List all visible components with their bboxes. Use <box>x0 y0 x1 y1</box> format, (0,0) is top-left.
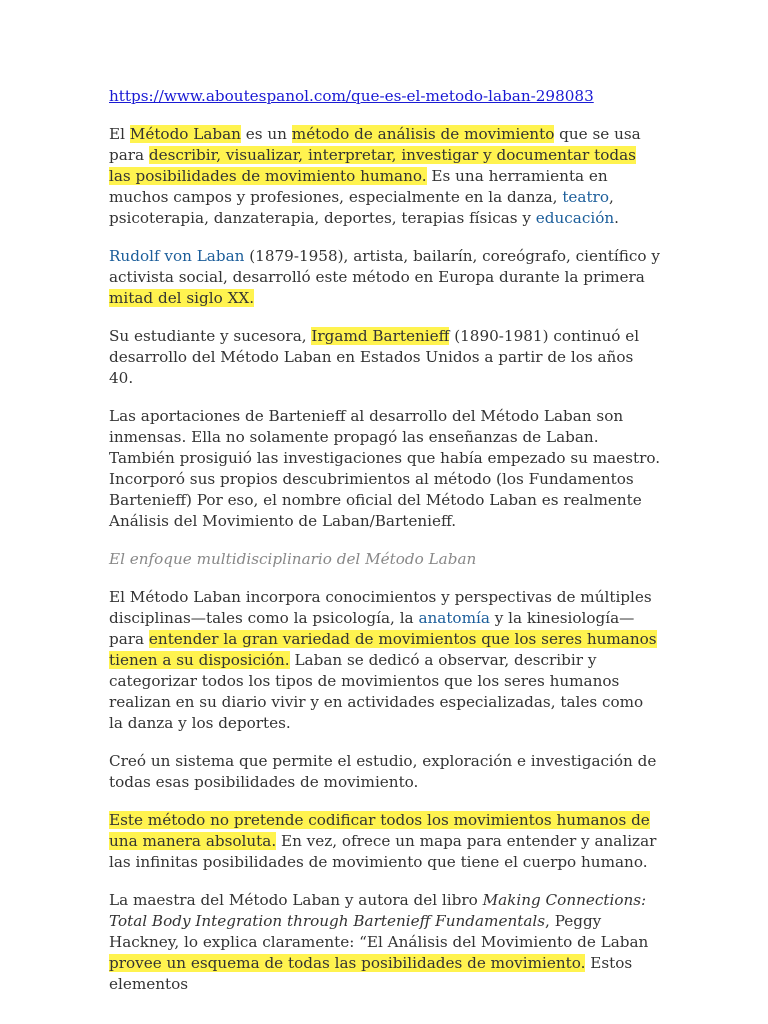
text: El Método Laban incorpora conocimientos y perspectivas de múltiples disciplinas—tales como la psicología, la <box>109 588 652 627</box>
text: Es una herramienta en muchos campos y profesiones, especialmente en la danza, <box>109 167 608 206</box>
text: , Peggy Hackney, lo explica claramente: “El Análisis del Movimiento de Laban <box>109 912 649 951</box>
paragraph-6 <box>109 751 661 793</box>
highlighted-text: Método Laban <box>129 125 241 143</box>
link-educacion[interactable]: educación <box>535 209 615 227</box>
text: (1890-1981) continuó el desarrollo del Método Laban en Estados Unidos a partir de los años 40. <box>109 327 640 387</box>
document-page <box>109 86 661 1012</box>
paragraph-1 <box>109 124 661 229</box>
text: y la kinesiología—para <box>109 609 635 648</box>
highlighted-text: Este método no pretende codificar todos los movimientos humanos de una manera absoluta. <box>109 811 650 850</box>
paragraph-3 <box>109 326 661 389</box>
paragraph-8 <box>109 890 661 995</box>
text: Creó un sistema que permite el estudio, exploración e investigación de todas esas posibilidades de movimiento. <box>109 752 657 791</box>
highlighted-text: Irgamd Bartenieff <box>311 327 450 345</box>
text: . <box>614 209 619 227</box>
highlighted-text: describir, visualizar, interpretar, investigar y documentar todas las posibilidades de movimiento humano. <box>109 146 636 185</box>
text: es un <box>240 125 292 143</box>
text: , psicoterapia, danzaterapia, deportes, terapias físicas y <box>109 188 614 227</box>
text: Laban se dedicó a observar, describir y categorizar todos los tipos de movimientos que los seres humanos realizan en su diario vivir y en actividades especializadas, tales como la danza y los deportes. <box>109 651 644 732</box>
link-anatomia[interactable]: anatomía <box>418 609 490 627</box>
text: Su estudiante y sucesora, <box>109 327 312 345</box>
link-rudolf-von-laban[interactable]: Rudolf von Laban <box>109 247 245 265</box>
text: (1879-1958), artista, bailarín, coreógrafo, científico y activista social, desarrolló este método en Europa durante la primera <box>109 247 660 286</box>
highlighted-text: método de análisis de movimiento <box>291 125 555 143</box>
section-subheading: El enfoque multidisciplinario del Método Laban <box>109 550 477 568</box>
text: El <box>109 125 130 143</box>
paragraph-7 <box>109 810 661 873</box>
highlighted-text: entender la gran variedad de movimientos que los seres humanos tienen a su disposición. <box>109 630 657 669</box>
paragraph-2 <box>109 246 661 309</box>
text: Estos elementos <box>109 954 633 993</box>
paragraph-5 <box>109 587 661 734</box>
source-url-line <box>109 86 661 107</box>
text: La maestra del Método Laban y autora del libro <box>109 891 483 909</box>
text: Las aportaciones de Bartenieff al desarrollo del Método Laban son inmensas. Ella no solamente propagó las enseñanzas de Laban. También prosiguió las investigaciones que había empezado su maestro. Incorporó sus propios descubrimientos al método (los Fundamentos Bartenieff) Por eso, el nombre oficial del Método Laban es realmente Análisis del Movimiento de Laban/Bartenieff. <box>109 407 661 530</box>
text: que se usa para <box>109 125 641 164</box>
highlighted-text: provee un esquema de todas las posibilidades de movimiento. <box>109 954 586 972</box>
book-title: Making Connections: Total Body Integration through Bartenieff Fundamentals <box>109 891 647 930</box>
paragraph-4 <box>109 406 661 532</box>
link-teatro[interactable]: teatro <box>562 188 609 206</box>
text: En vez, ofrece un mapa para entender y analizar las infinitas posibilidades de movimiento que tiene el cuerpo humano. <box>109 832 657 871</box>
highlighted-text: mitad del siglo XX. <box>109 289 255 307</box>
source-url-link[interactable]: https://www.aboutespanol.com/que-es-el-metodo-laban-298083 <box>109 87 594 105</box>
